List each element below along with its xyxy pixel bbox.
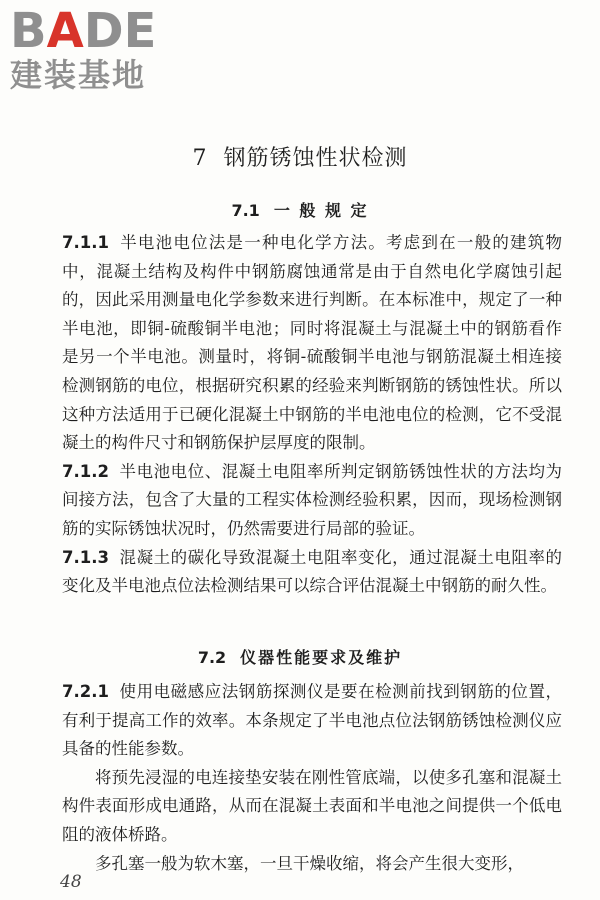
clause-7-1-1: 7.1.1 半电池电位法是一种电化学方法。考虑到在一般的建筑物中，混凝土结构及构件中钢筋腐蚀通常是由于自然电化学腐蚀引起的，因此采用测量电化学参数来进行判断。在本标准中，规定了一种半电池，即铜-硫酸铜半电池；同时将混凝土与混凝土中的钢筋看作是另一个半电池。测量时，将铜-硫酸铜半电池与钢筋混凝土相连接检测钢筋的电位，根据研究积累的经验来判断钢筋的锈蚀性状。所以这种方法适用于已硬化混凝土中钢筋的半电池电位的检测，它不受混凝土的构件尺寸和钢筋保护层厚度的限制。 xyxy=(62,233,562,453)
chapter-title-text: 钢筋锈蚀性状检测 xyxy=(223,146,408,171)
clause-7-1-3: 7.1.3 混凝土的碳化导致混凝土电阻率变化，通过混凝土电阻率的变化及半电池点位法检测结果可以综合评估混凝土中钢筋的耐久性。 xyxy=(62,547,562,596)
clause-7-1-2: 7.1.2 半电池电位、混凝土电阻率所判定钢筋锈蚀性状的方法均为间接方法，包含了大量的工程实体检测经验积累，因而，现场检测钢筋的实际锈蚀状况时，仍然需要进行局部的验证。 xyxy=(62,461,562,538)
chapter-number: 7 xyxy=(192,146,208,171)
paragraph: 多孔塞一般为软木塞，一旦干燥收缩，将会产生很大变形， xyxy=(95,853,524,873)
section-heading-7-1: 7.1 一 般 规 定 xyxy=(231,201,369,220)
logo-subtitle: 建装基地 xyxy=(10,56,147,94)
section-7-1-body xyxy=(62,229,562,601)
page-number: 48 xyxy=(60,872,82,892)
section-7-2-body xyxy=(62,678,562,878)
clause-7-2-1: 7.2.1 使用电磁感应法钢筋探测仪是要在检测前找到钢筋的位置，有利于提高工作的效率。本条规定了半电池点位法钢筋锈蚀检测仪应具备的性能参数。 xyxy=(62,682,562,759)
section-heading-7-2: 7.2 仪器性能要求及维护 xyxy=(197,648,403,667)
paragraph: 将预先浸湿的电连接垫安装在刚性管底端，以使多孔塞和混凝土构件表面形成电通路，从而在混凝土表面和半电池之间提供一个低电阻的液体桥路。 xyxy=(62,767,562,844)
logo-wordmark: B A DE xyxy=(10,3,157,59)
bade-logo xyxy=(10,3,175,94)
chapter-title xyxy=(0,141,600,172)
